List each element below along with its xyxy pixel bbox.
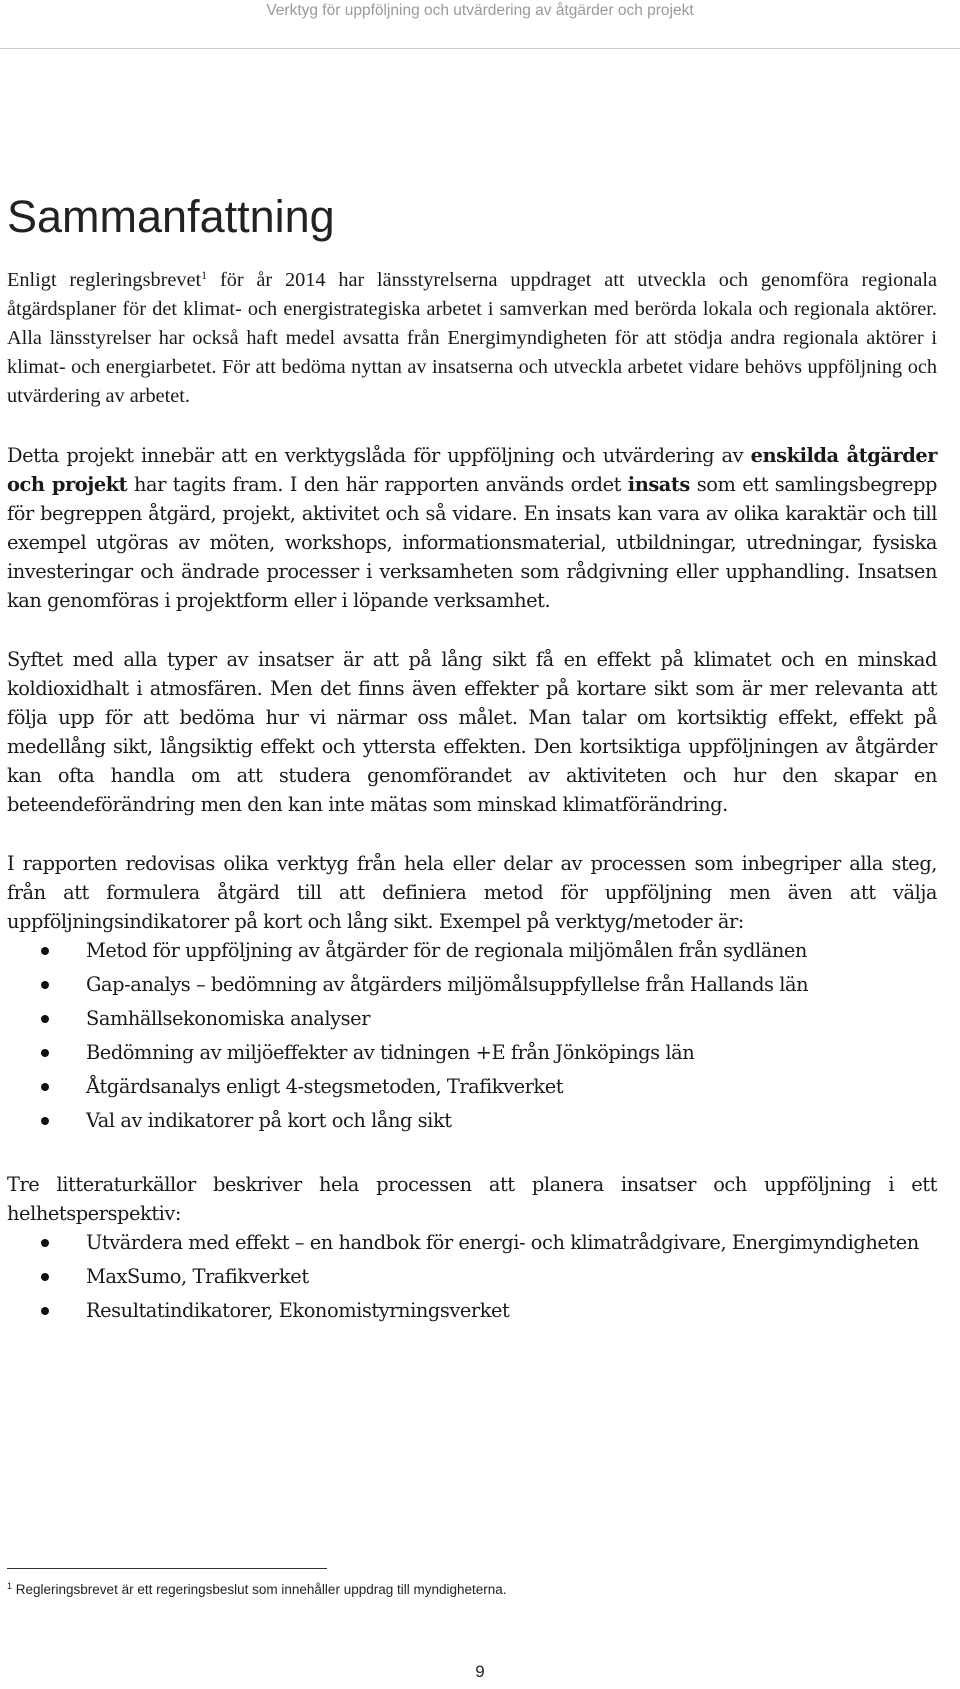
purpose-paragraph: Syftet med alla typer av insatser är att på lång sikt få en effekt på klimatet och en minskad koldioxidhalt i atmosfären. Men det finns även effekter på kortare sikt som är mer relevanta att följa upp för att bedöma hur vi närmar oss målet. Man talar om kortsiktig effekt, effekt på medellång sikt, långsiktig effekt och yttersta effekten. Den kortsiktiga uppföljningen av åtgärder kan ofta handla om att studera genomförandet av aktiviteten och hur den skapar en beteendeförändring men den kan inte mätas som minskad klimatförändring. bbox=[7, 648, 937, 816]
literature-paragraph: Tre litteraturkällor beskriver hela processen att planera insatser och uppföljning i ett helhetsperspektiv: bbox=[7, 1173, 937, 1225]
intro-paragraph bbox=[7, 266, 937, 411]
project-paragraph bbox=[7, 441, 937, 615]
bullet-icon bbox=[41, 1117, 49, 1125]
bullet-icon bbox=[41, 1273, 49, 1281]
page-title: Sammanfattning bbox=[7, 191, 335, 242]
footnote-divider bbox=[7, 1568, 327, 1569]
intro-text-start: Enligt regleringsbrevet bbox=[7, 269, 202, 291]
project-text-2: har tagits fram. I den här rapporten används ordet bbox=[127, 473, 628, 496]
tools-paragraph: I rapporten redovisas olika verktyg från hela eller delar av processen som inbegriper alla steg, från att formulera åtgärd till att definiera metod för uppföljning men även att välja uppföljningsindikatorer på kort och lång sikt. Exempel på verktyg/metoder är: bbox=[7, 852, 937, 933]
list-item: Bedömning av miljöeffekter av tidningen +E från Jönköpings län bbox=[7, 1038, 937, 1067]
running-header: Verktyg för uppföljning och utvärdering av åtgärder och projekt bbox=[266, 2, 694, 19]
footnote-number: 1 bbox=[7, 1581, 13, 1591]
list-item: Åtgärdsanalys enligt 4-stegsmetoden, Trafikverket bbox=[7, 1072, 937, 1101]
bullet-icon bbox=[41, 981, 49, 989]
list-item: Samhällsekonomiska analyser bbox=[7, 1004, 937, 1033]
bullet-icon bbox=[41, 1083, 49, 1091]
bullet-icon bbox=[41, 1015, 49, 1023]
footnote-reference: 1 bbox=[201, 268, 208, 282]
header-divider bbox=[0, 48, 960, 49]
tools-list bbox=[7, 936, 937, 1135]
project-text-3: som ett samlingsbegrepp för begreppen åtgärd, projekt, aktivitet och så vidare. En insats kan vara av olika karaktär och till exempel utgöras av möten, workshops, informationsmaterial, utbildningar, utredningar, fysiska investeringar och ändrade processer i verksamheten som rådgivning eller upphandling. Insatsen kan genomföras i projektform eller i löpande verksamhet. bbox=[7, 473, 937, 612]
project-text-1: Detta projekt innebär att en verktygslåda för uppföljning och utvärdering av bbox=[7, 444, 751, 467]
bullet-icon bbox=[41, 1049, 49, 1057]
list-item: Gap-analys – bedömning av åtgärders miljömålsuppfyllelse från Hallands län bbox=[7, 970, 937, 999]
bullet-icon bbox=[41, 1239, 49, 1247]
project-bold-term-1: enskilda åtgärder och projekt bbox=[7, 444, 937, 496]
page-number: 9 bbox=[475, 1662, 485, 1681]
document-body bbox=[7, 266, 937, 1330]
footnote bbox=[7, 1582, 507, 1597]
bullet-icon bbox=[41, 1307, 49, 1315]
bullet-icon bbox=[41, 947, 49, 955]
list-item: MaxSumo, Trafikverket bbox=[7, 1262, 937, 1291]
footnote-text: Regleringsbrevet är ett regeringsbeslut som innehåller uppdrag till myndigheterna. bbox=[12, 1582, 507, 1597]
project-bold-term-2: insats bbox=[627, 473, 690, 496]
list-item: Val av indikatorer på kort och lång sikt bbox=[7, 1106, 937, 1135]
list-item: Utvärdera med effekt – en handbok för energi- och klimatrådgivare, Energimyndigheten bbox=[7, 1228, 937, 1257]
list-item: Metod för uppföljning av åtgärder för de regionala miljömålen från sydlänen bbox=[7, 936, 937, 965]
literature-list bbox=[7, 1228, 937, 1325]
list-item: Resultatindikatorer, Ekonomistyrningsverket bbox=[7, 1296, 937, 1325]
intro-text-rest: för år 2014 har länsstyrelserna uppdraget att utveckla och genomföra regionala åtgärdsplaner för det klimat- och energistrategiska arbetet i samverkan med berörda lokala och regionala aktörer. Alla länsstyrelser har också haft medel avsatta från Energimyndigheten för att stödja andra regionala aktörer i klimat- och energiarbetet. För att bedöma nyttan av insatserna och utveckla arbetet vidare behövs uppföljning och utvärdering av arbetet. bbox=[7, 269, 937, 407]
